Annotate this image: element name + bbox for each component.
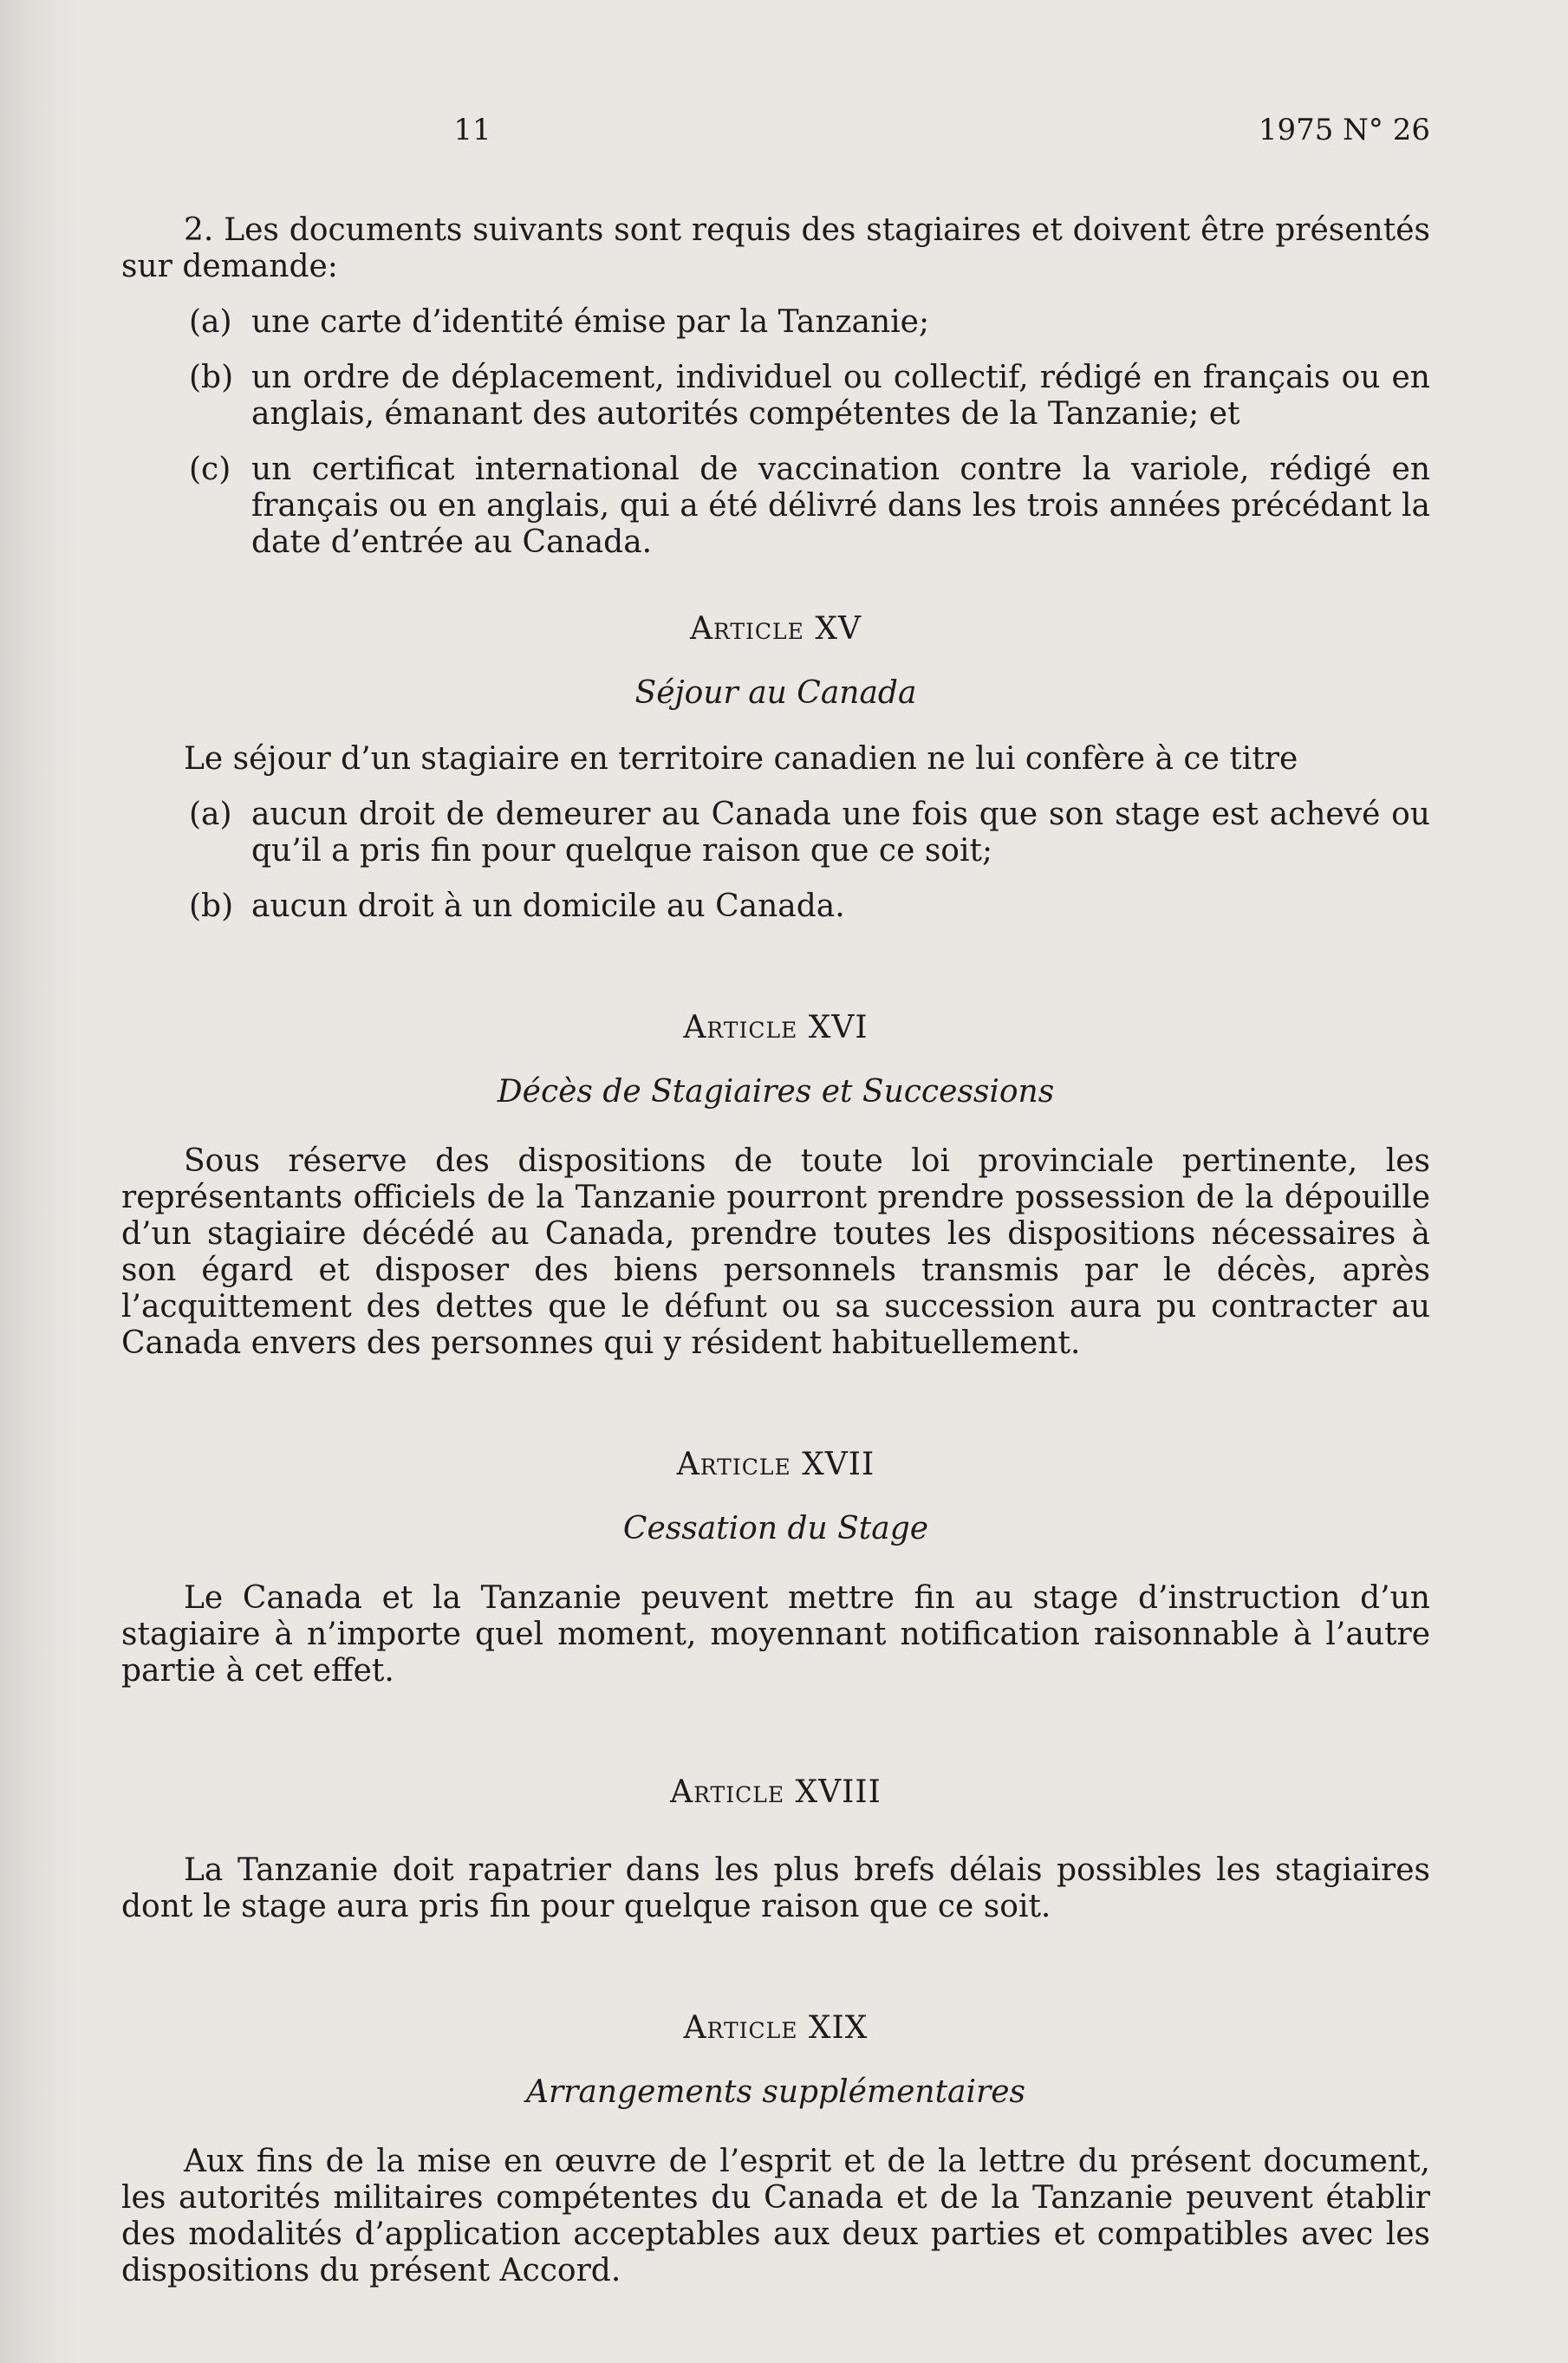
article-xviii-text: La Tanzanie doit rapatrier dans les plus brefs délais possibles les stagiaires dont le stage aura pris fin pour quelque raison que ce soit. [121,1852,1430,1924]
article-xvi-subtitle: Décès de Stagiaires et Successions [497,1074,1055,1110]
article-xvii-text: Le Canada et la Tanzanie peuvent mettre fin au stage d’instruction d’un stagiaire à n’importe quel moment, moyennant notification raisonnable à l’autre partie à cet effet. [121,1580,1430,1689]
article-xv-title: Article XV [690,611,862,647]
item-label: (a) [189,797,232,832]
item-label: (a) [189,304,232,340]
item-text: aucun droit à un domicile au Canada. [251,889,845,924]
article-xvi-text: Sous réserve des dispositions de toute loi provinciale pertinente, les représentants officiels de la Tanzanie pourront prendre possession de la dépouille d’un stagiaire décédé au Canada, prendre toutes les dispositions nécessaires à son égard et disposer des biens personnels transmis par le décès, après l’acquittement des dettes que le défunt ou sa succession aura pu contracter au Canada envers des personnes qui y résident habituellement. [121,1143,1430,1361]
item-text: une carte d’identité émise par la Tanzanie; [251,304,930,340]
page-body [121,212,1430,2289]
item-label: (b) [189,360,234,395]
page-number: 11 [453,113,491,147]
article-xvii-title: Article XVII [676,1447,875,1482]
item-text: un ordre de déplacement, individuel ou collectif, rédigé en français ou en anglais, émanant des autorités compétentes de la Tanzanie; et [251,360,1430,432]
list-item-c [121,452,1430,561]
list-item-a [121,797,1430,869]
item-label: (b) [189,889,234,924]
article-xix-subtitle: Arrangements supplémentaires [525,2074,1026,2110]
list-item-a [121,304,1430,341]
article-xv-intro: Le séjour d’un stagiaire en territoire canadien ne lui confère à ce titre [184,741,1298,777]
item-text: aucun droit de demeurer au Canada une fois que son stage est achevé ou qu’il a pris fin pour quelque raison que ce soit; [251,797,1430,869]
article-xix-text: Aux fins de la mise en œuvre de l’esprit et de la lettre du présent document, les autorités militaires compétentes du Canada et de la Tanzanie peuvent établir des modalités d’application acceptables aux deux parties et compatibles avec les dispositions du présent Accord. [121,2144,1430,2288]
article-xix-title: Article XIX [683,2010,869,2046]
article-xviii-title: Article XVIII [670,1774,882,1810]
list-item-b [121,889,1430,925]
paragraph-2: 2. Les documents suivants sont requis des stagiaires et doivent être présentés sur demande: [121,212,1430,284]
page-header [121,113,1430,156]
article-xvii-subtitle: Cessation du Stage [622,1511,929,1546]
list-item-b [121,360,1430,433]
article-xv-subtitle: Séjour au Canada [634,675,917,711]
item-text: un certificat international de vaccination contre la variole, rédigé en français ou en anglais, qui a été délivré dans les trois années précédant la date d’entrée au Canada. [251,452,1430,560]
document-reference: 1975 N° 26 [1258,113,1430,147]
article-xvi-title: Article XVI [683,1010,869,1045]
item-label: (c) [189,452,231,487]
